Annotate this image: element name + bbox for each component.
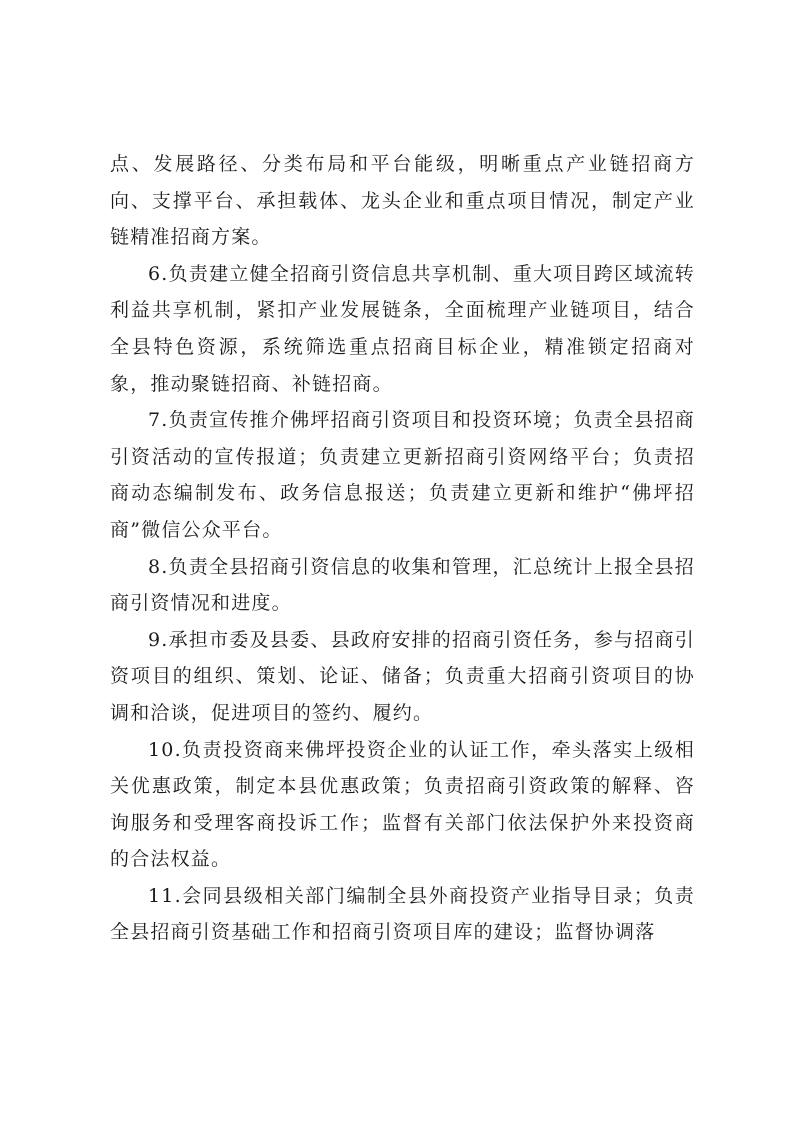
paragraph-item-7: 7.负责宣传推介佛坪招商引资项目和投资环境；负责全县招商引资活动的宣传报道；负责建立更新招商引资网络平台；负责招商动态编制发布、政务信息报送；负责建立更新和维护“佛坪招商”微信公众平台。 (110, 409, 695, 541)
paragraph-item-9: 9.承担市委及县委、县政府安排的招商引资任务，参与招商引资项目的组织、策划、论证、储备；负责重大招商引资项目的协调和洽谈，促进项目的签约、履约。 (110, 628, 695, 724)
paragraph-continuation: 点、发展路径、分类布局和平台能级，明晰重点产业链招商方向、支撑平台、承担载体、龙头企业和重点项目情况，制定产业链精准招商方案。 (110, 153, 695, 249)
paragraph-item-10: 10.负责投资商来佛坪投资企业的认证工作，牵头落实上级相关优惠政策，制定本县优惠政策；负责招商引资政策的解释、咨询服务和受理客商投诉工作；监督有关部门依法保护外来投资商的合法权益。 (110, 738, 695, 871)
paragraph-item-11: 11.会同县级相关部门编制全县外商投资产业指导目录；负责全县招商引资基础工作和招商引资项目库的建设；监督协调落 (110, 884, 695, 944)
document-body (110, 146, 695, 951)
paragraph-item-8: 8.负责全县招商引资信息的收集和管理，汇总统计上报全县招商引资情况和进度。 (110, 555, 695, 615)
paragraph-item-6: 6.负责建立健全招商引资信息共享机制、重大项目跨区域流转利益共享机制，紧扣产业发展链条，全面梳理产业链项目，结合全县特色资源，系统筛选重点招商目标企业，精准锁定招商对象，推动聚链招商、补链招商。 (110, 262, 695, 395)
